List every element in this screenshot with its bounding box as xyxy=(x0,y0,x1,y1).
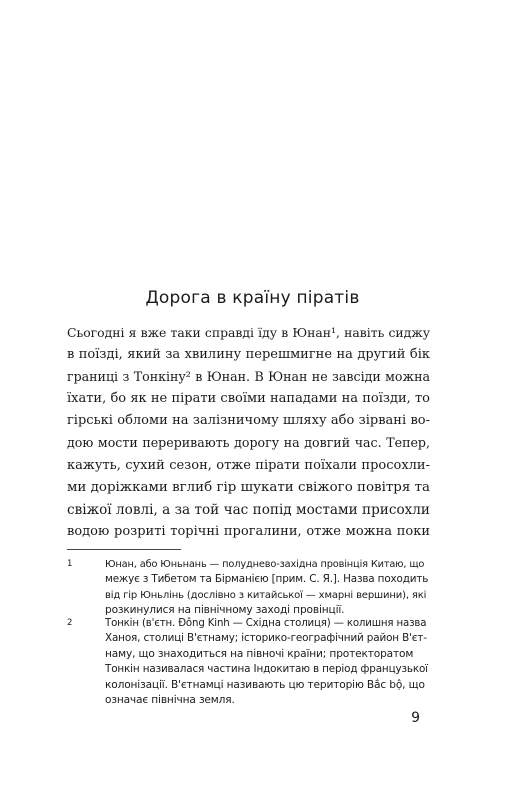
chapter-title: Дорога в країну піратів xyxy=(145,288,360,308)
body-line: в поїзді, який за хвилину перешмигне на другий бік xyxy=(67,347,430,363)
footnote-line: Тонкін називалася частина Індокитаю в період французької xyxy=(105,663,428,676)
footnote-line: наму, що знаходиться на півночі країни; протекторатом xyxy=(105,647,414,660)
body-line: водою розриті торічні прогалини, отже можна поки xyxy=(67,523,430,539)
footnote-line: Ханоя, столиці В'єтнаму; історико-географічний район В'єт- xyxy=(105,632,427,645)
footnote-line: розкинулися на північному заході провінції. xyxy=(105,604,345,617)
body-line: границі з Тонкіну² в Юнан. В Юнан не завсіди можна xyxy=(67,369,430,385)
footnote-line: від гір Юньлінь (дослівно з китайської — хмарні вершини), які xyxy=(105,589,427,601)
body-line: дою мости переривають дорогу на довгий час. Тепер, xyxy=(67,435,430,451)
footnote-line: межує з Тибетом та Бірманією [прим. С. Я.]. Назва походить xyxy=(105,573,429,586)
footnote-text xyxy=(105,557,430,619)
body-line: Сьогодні я вже таки справді їду в Юнан¹, навіть сиджу xyxy=(67,325,430,340)
footnote-line: означає північна земля. xyxy=(105,693,235,706)
body-line: гірські обломи на залізничому шляху або зірвані во- xyxy=(67,413,430,429)
footnote-divider xyxy=(67,549,181,550)
footnote-line: Юнан, або Юньнань — полуднево-західна провінція Китаю, що xyxy=(105,559,425,570)
footnote-number: 1 xyxy=(67,559,73,569)
footnote-line: Тонкін (в'єтн. Đông Kinh — Східна столиця) — колишня назва xyxy=(105,618,427,629)
body-line: ми доріжками вглиб гір шукати свіжого повітря та xyxy=(67,479,430,495)
body-line: свіжої ловлі, а за той час попід мостами присохли xyxy=(67,501,430,518)
footnote-text xyxy=(105,616,430,708)
body-line: кажуть, сухий сезон, отже пірати поїхали просохли- xyxy=(67,457,430,473)
footnote-number: 2 xyxy=(67,618,73,628)
page-number: 9 xyxy=(411,710,420,726)
body-paragraph xyxy=(67,322,430,543)
footnote-line: колонізації. В'єтнамці називають цю територію Bắc bộ, що xyxy=(105,678,425,691)
body-line: їхати, бо як не пірати своїми нападами на поїзди, то xyxy=(67,391,430,407)
